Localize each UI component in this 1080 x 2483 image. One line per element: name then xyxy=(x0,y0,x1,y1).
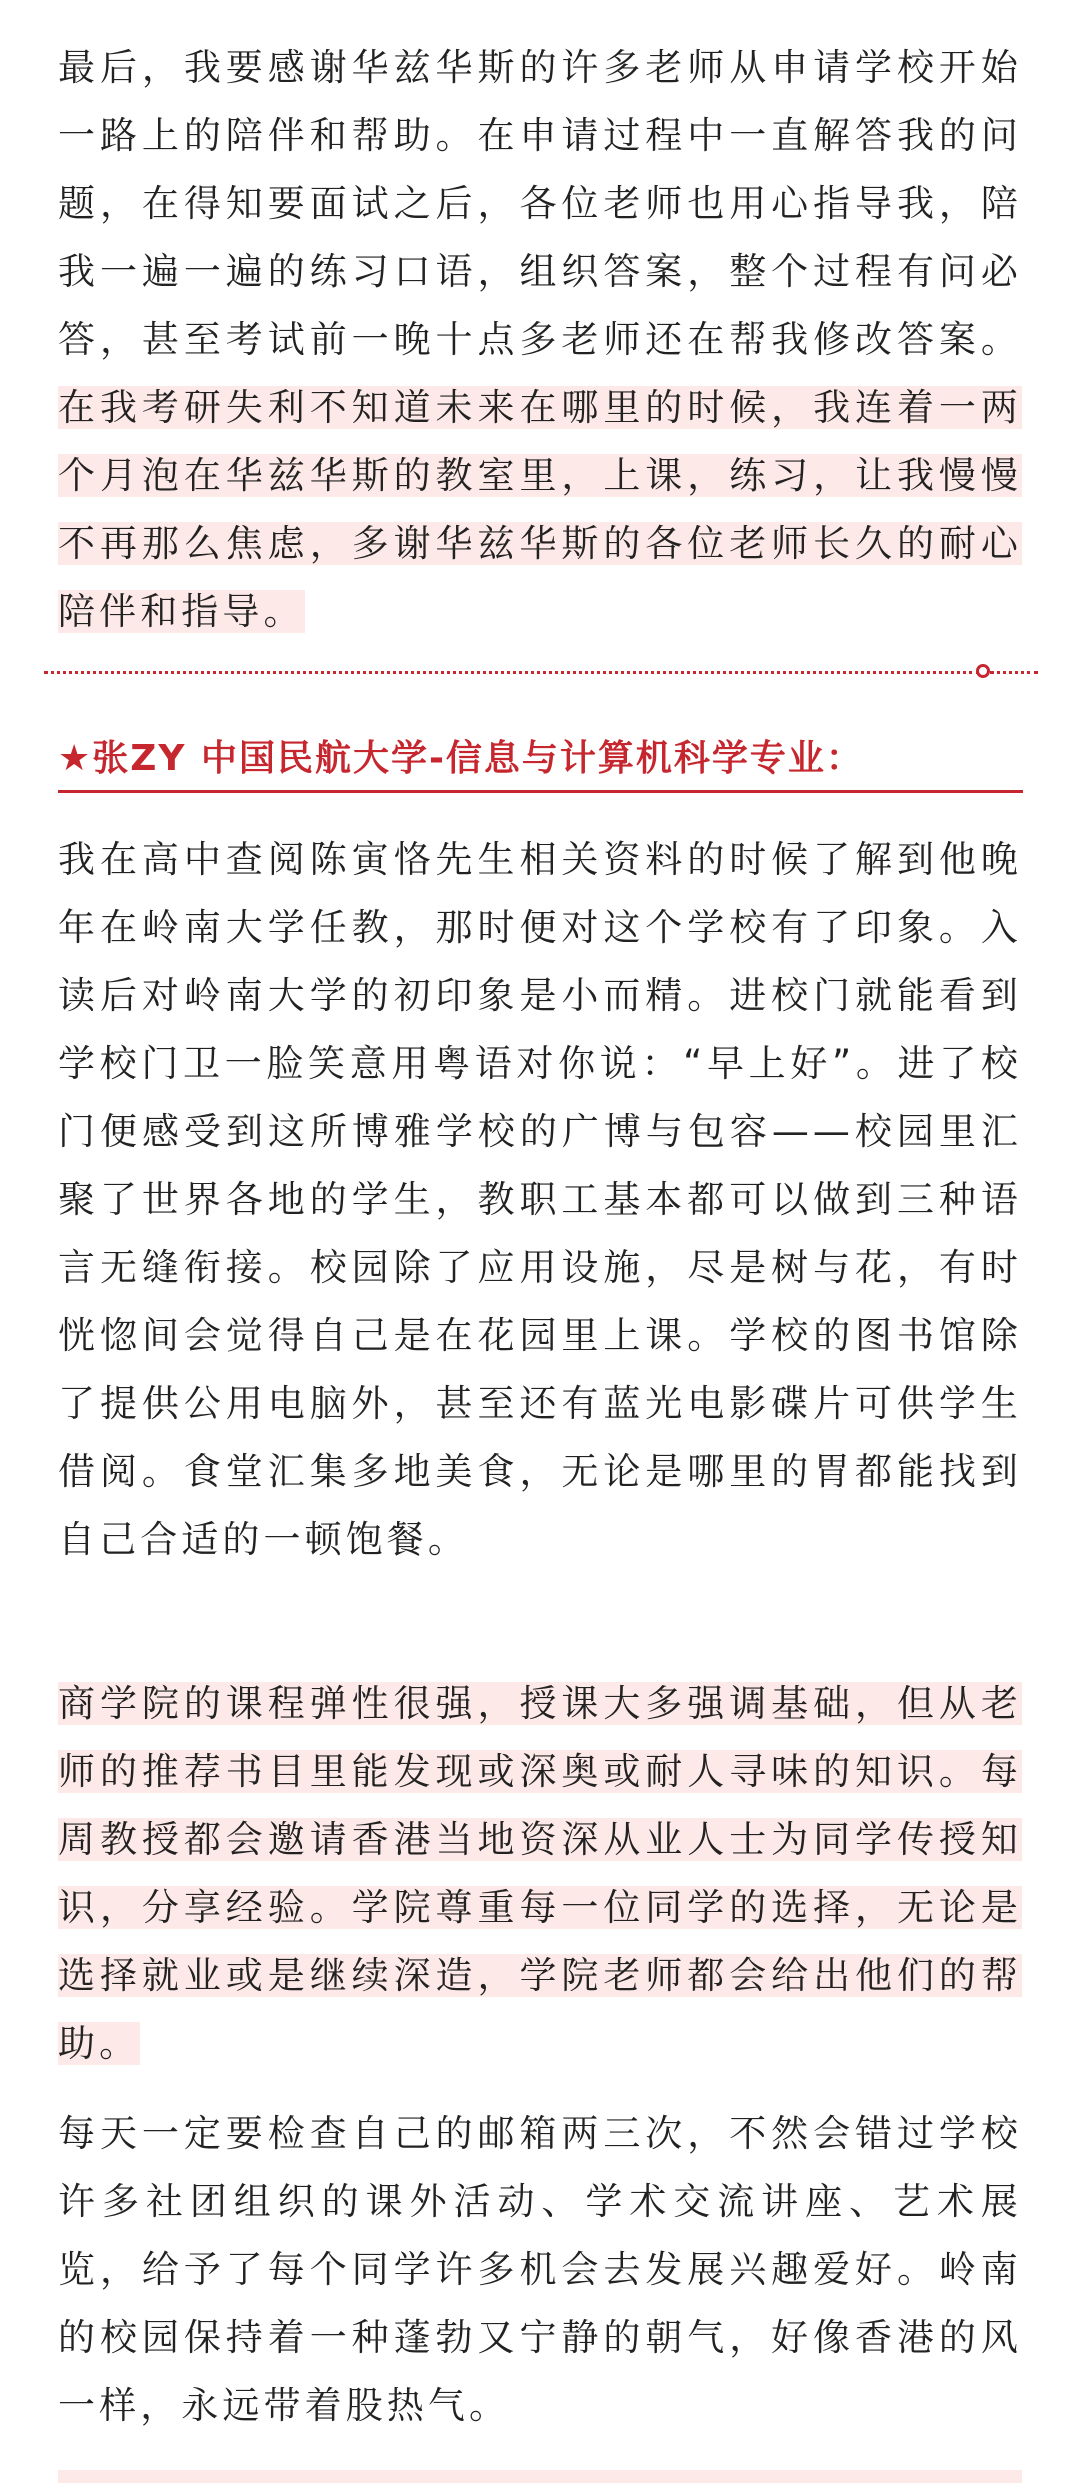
section-divider-tail xyxy=(990,671,1038,674)
paragraph-thanks xyxy=(58,34,1022,646)
paragraph-thanks-text: 最后，我要感谢华兹华斯的许多老师从申请学校开始一路上的陪伴和帮助。在申请过程中一直解答我的问题，在得知要面试之后，各位老师也用心指导我，陪我一遍一遍的练习口语，组织答案，整个过程有问必答，甚至考试前一晚十点多老师还在帮我修改答案。 xyxy=(58,46,1022,361)
paragraph-business-school xyxy=(58,1670,1022,2078)
paragraph-business-school-highlight: 商学院的课程弹性很强，授课大多强调基础，但从老师的推荐书目里能发现或深奥或耐人寻味的知识。每周教授都会邀请香港当地资深从业人士为同学传授知识，分享经验。学院尊重每一位同学的选择，无论是选择就业或是继续深造，学院老师都会给出他们的帮助。 xyxy=(58,1682,1022,2065)
next-highlight-strip xyxy=(58,2470,1022,2483)
divider-circle-icon xyxy=(976,664,990,678)
paragraph-thanks-highlight: 在我考研失利不知道未来在哪里的时候，我连着一两个月泡在华兹华斯的教室里，上课，练习，让我慢慢不再那么焦虑，多谢华兹华斯的各位老师长久的耐心陪伴和指导。 xyxy=(58,386,1022,633)
section-heading: ★张ZY 中国民航大学-信息与计算机科学专业： xyxy=(58,738,864,779)
paragraph-activities: 每天一定要检查自己的邮箱两三次，不然会错过学校许多社团组织的课外活动、学术交流讲座、艺术展览，给予了每个同学许多机会去发展兴趣爱好。岭南的校园保持着一种蓬勃又宁静的朝气，好像香港的风一样，永远带着股热气。 xyxy=(58,2112,1022,2427)
section-heading-underline xyxy=(58,790,1023,793)
section-divider xyxy=(44,671,980,674)
paragraph-campus: 我在高中查阅陈寅恪先生相关资料的时候了解到他晚年在岭南大学任教，那时便对这个学校有了印象。入读后对岭南大学的初印象是小而精。进校门就能看到学校门卫一脸笑意用粤语对你说：“早上好”。进了校门便感受到这所博雅学校的广博与包容——校园里汇聚了世界各地的学生，教职工基本都可以做到三种语言无缝衔接。校园除了应用设施，尽是树与花，有时恍惚间会觉得自己是在花园里上课。学校的图书馆除了提供公用电脑外，甚至还有蓝光电影碟片可供学生借阅。食堂汇集多地美食，无论是哪里的胃都能找到自己合适的一顿饱餐。 xyxy=(58,838,1022,1561)
